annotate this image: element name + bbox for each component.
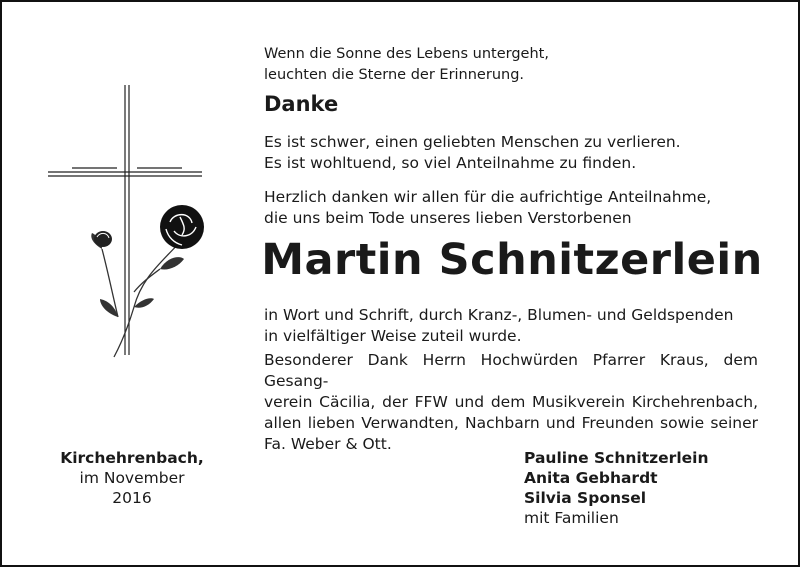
paragraph-3 [264,305,733,347]
signatories [524,448,709,528]
deceased-name: Martin Schnitzerlein [261,235,763,285]
signatory-name: Pauline Schnitzerlein [524,449,709,467]
place-month: im November [79,469,185,487]
signatory-suffix: mit Familien [524,509,619,527]
paragraph-1 [264,132,681,174]
motto-line: leuchten die Sterne der Erinnerung. [264,67,525,83]
place-and-date [47,448,217,508]
signatory-name: Silvia Sponsel [524,489,647,507]
heading: Danke [264,92,339,116]
text-line: die uns beim Tode unseres lieben Verstorbenen [264,209,632,227]
text-line: Es ist wohltuend, so viel Anteilnahme zu finden. [264,154,637,172]
place-town: Kirchehrenbach, [60,449,204,467]
place-year: 2016 [112,489,152,507]
text-line: allen lieben Verwandten, Nachbarn und Freunden sowie seiner [264,414,758,432]
paragraph-2 [264,187,711,229]
text-line: in Wort und Schrift, durch Kranz-, Blumen- und Geldspenden [264,306,734,324]
text-line: Es ist schwer, einen geliebten Menschen zu verlieren. [264,133,681,151]
text-line: in vielfältiger Weise zuteil wurde. [264,327,522,345]
text-line: Fa. Weber & Ott. [264,435,392,453]
cross-with-rose-icon [42,77,212,367]
text-line: Besonderer Dank Herrn Hochwürden Pfarrer Kraus, dem Gesang- [264,351,758,390]
paragraph-4 [264,350,758,455]
text-line: Herzlich danken wir allen für die aufrichtige Anteilnahme, [264,188,712,206]
motto-line: Wenn die Sonne des Lebens untergeht, [264,46,549,62]
signatory-name: Anita Gebhardt [524,469,658,487]
motto [264,44,549,86]
text-line: verein Cäcilia, der FFW und dem Musikverein Kirchehrenbach, [264,393,758,411]
